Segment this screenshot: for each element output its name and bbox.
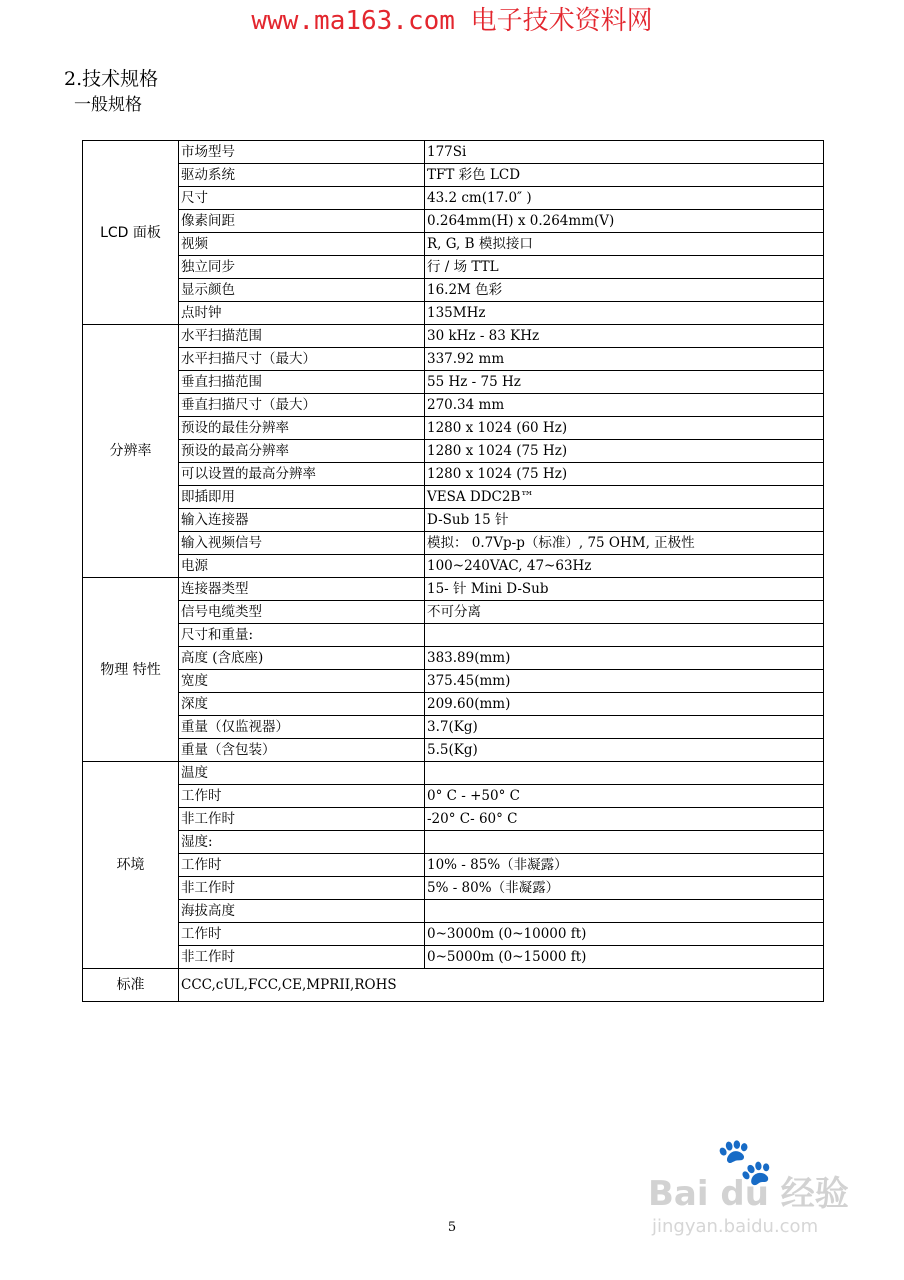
spec-value — [425, 900, 824, 923]
spec-value — [425, 624, 824, 647]
table-row — [83, 394, 824, 417]
spec-value: 55 Hz - 75 Hz — [425, 371, 824, 394]
spec-table-body — [83, 141, 824, 1002]
table-row — [83, 716, 824, 739]
spec-value: 209.60(mm) — [425, 693, 824, 716]
table-row — [83, 624, 824, 647]
table-row — [83, 141, 824, 164]
spec-value: TFT 彩色 LCD — [425, 164, 824, 187]
spec-value: 270.34 mm — [425, 394, 824, 417]
spec-label: 非工作时 — [179, 808, 425, 831]
spec-value: 0.264mm(H) x 0.264mm(V) — [425, 210, 824, 233]
table-row — [83, 440, 824, 463]
spec-value: D-Sub 15 针 — [425, 509, 824, 532]
spec-value: VESA DDC2B™ — [425, 486, 824, 509]
spec-label: 尺寸 — [179, 187, 425, 210]
spec-label: 温度 — [179, 762, 425, 785]
spec-label: 独立同步 — [179, 256, 425, 279]
baidu-watermark — [642, 1134, 862, 1248]
spec-label: 信号电缆类型 — [179, 601, 425, 624]
table-row — [83, 279, 824, 302]
spec-label: 深度 — [179, 693, 425, 716]
spec-label: 工作时 — [179, 785, 425, 808]
table-row — [83, 693, 824, 716]
spec-value: R, G, B 模拟接口 — [425, 233, 824, 256]
table-row — [83, 325, 824, 348]
table-row-standards — [83, 969, 824, 1002]
spec-label: 湿度: — [179, 831, 425, 854]
table-row — [83, 785, 824, 808]
table-row — [83, 164, 824, 187]
standards-value: CCC,cUL,FCC,CE,MPRII,ROHS — [179, 969, 824, 1002]
table-row — [83, 417, 824, 440]
spec-label: 连接器类型 — [179, 578, 425, 601]
spec-value: 10% - 85%（非凝露） — [425, 854, 824, 877]
spec-label: 非工作时 — [179, 946, 425, 969]
table-row — [83, 762, 824, 785]
table-row — [83, 302, 824, 325]
category-cell: 分辨率 — [83, 325, 179, 578]
spec-label: 尺寸和重量: — [179, 624, 425, 647]
table-row — [83, 532, 824, 555]
spec-value: -20° C- 60° C — [425, 808, 824, 831]
site-header: www.ma163.com 电子技术资料网 — [251, 6, 653, 36]
watermark-logo: Bai du 经验 — [648, 1174, 849, 1214]
spec-label: 宽度 — [179, 670, 425, 693]
paw-icon: 🐾 — [716, 1134, 774, 1188]
spec-value: 行 / 场 TTL — [425, 256, 824, 279]
spec-label: 电源 — [179, 555, 425, 578]
category-cell: LCD 面板 — [83, 141, 179, 325]
spec-label: 输入连接器 — [179, 509, 425, 532]
watermark-url: jingyan.baidu.com — [652, 1216, 819, 1237]
spec-label: 高度 (含底座) — [179, 647, 425, 670]
spec-label: 像素间距 — [179, 210, 425, 233]
spec-value — [425, 831, 824, 854]
spec-label: 垂直扫描尺寸（最大） — [179, 394, 425, 417]
category-cell: 物理 特性 — [83, 578, 179, 762]
table-row — [83, 187, 824, 210]
table-row — [83, 509, 824, 532]
spec-value: 0~5000m (0~15000 ft) — [425, 946, 824, 969]
spec-value: 1280 x 1024 (60 Hz) — [425, 417, 824, 440]
spec-label: 可以设置的最高分辨率 — [179, 463, 425, 486]
spec-label: 海拔高度 — [179, 900, 425, 923]
spec-label: 预设的最佳分辨率 — [179, 417, 425, 440]
spec-label: 水平扫描范围 — [179, 325, 425, 348]
spec-value: 30 kHz - 83 KHz — [425, 325, 824, 348]
spec-value: 不可分离 — [425, 601, 824, 624]
table-row — [83, 578, 824, 601]
spec-value: 375.45(mm) — [425, 670, 824, 693]
spec-value: 15- 针 Mini D-Sub — [425, 578, 824, 601]
spec-label: 工作时 — [179, 854, 425, 877]
spec-value: 177Si — [425, 141, 824, 164]
table-row — [83, 463, 824, 486]
spec-value: 16.2M 色彩 — [425, 279, 824, 302]
page-number: 5 — [447, 1220, 457, 1235]
table-row — [83, 808, 824, 831]
spec-label: 驱动系统 — [179, 164, 425, 187]
spec-value: 337.92 mm — [425, 348, 824, 371]
table-row — [83, 601, 824, 624]
spec-value: 1280 x 1024 (75 Hz) — [425, 463, 824, 486]
spec-label: 非工作时 — [179, 877, 425, 900]
table-row — [83, 555, 824, 578]
spec-label: 重量（仅监视器） — [179, 716, 425, 739]
spec-table — [82, 140, 824, 1002]
table-row — [83, 739, 824, 762]
spec-label: 工作时 — [179, 923, 425, 946]
table-row — [83, 210, 824, 233]
table-row — [83, 854, 824, 877]
spec-label: 点时钟 — [179, 302, 425, 325]
spec-value: 383.89(mm) — [425, 647, 824, 670]
table-row — [83, 946, 824, 969]
category-cell: 标准 — [83, 969, 179, 1002]
spec-value: 0° C - +50° C — [425, 785, 824, 808]
spec-label: 预设的最高分辨率 — [179, 440, 425, 463]
table-row — [83, 348, 824, 371]
table-row — [83, 647, 824, 670]
table-row — [83, 670, 824, 693]
table-row — [83, 877, 824, 900]
table-row — [83, 371, 824, 394]
spec-value — [425, 762, 824, 785]
spec-value: 0~3000m (0~10000 ft) — [425, 923, 824, 946]
spec-value: 1280 x 1024 (75 Hz) — [425, 440, 824, 463]
table-row — [83, 486, 824, 509]
category-cell: 环境 — [83, 762, 179, 969]
table-row — [83, 831, 824, 854]
spec-value: 135MHz — [425, 302, 824, 325]
table-row — [83, 923, 824, 946]
table-row — [83, 233, 824, 256]
spec-label: 垂直扫描范围 — [179, 371, 425, 394]
spec-value: 100~240VAC, 47~63Hz — [425, 555, 824, 578]
spec-value: 43.2 cm(17.0″ ) — [425, 187, 824, 210]
spec-label: 输入视频信号 — [179, 532, 425, 555]
spec-label: 市场型号 — [179, 141, 425, 164]
spec-label: 水平扫描尺寸（最大） — [179, 348, 425, 371]
spec-label: 即插即用 — [179, 486, 425, 509]
spec-label: 视频 — [179, 233, 425, 256]
subsection-title: 一般规格 — [74, 95, 142, 115]
spec-value: 5% - 80%（非凝露） — [425, 877, 824, 900]
spec-label: 显示颜色 — [179, 279, 425, 302]
table-row — [83, 256, 824, 279]
spec-value: 模拟： 0.7Vp-p（标准）, 75 OHM, 正极性 — [425, 532, 824, 555]
spec-label: 重量（含包装） — [179, 739, 425, 762]
spec-value: 5.5(Kg) — [425, 739, 824, 762]
table-row — [83, 900, 824, 923]
spec-value: 3.7(Kg) — [425, 716, 824, 739]
section-title: 2.技术规格 — [64, 68, 159, 90]
